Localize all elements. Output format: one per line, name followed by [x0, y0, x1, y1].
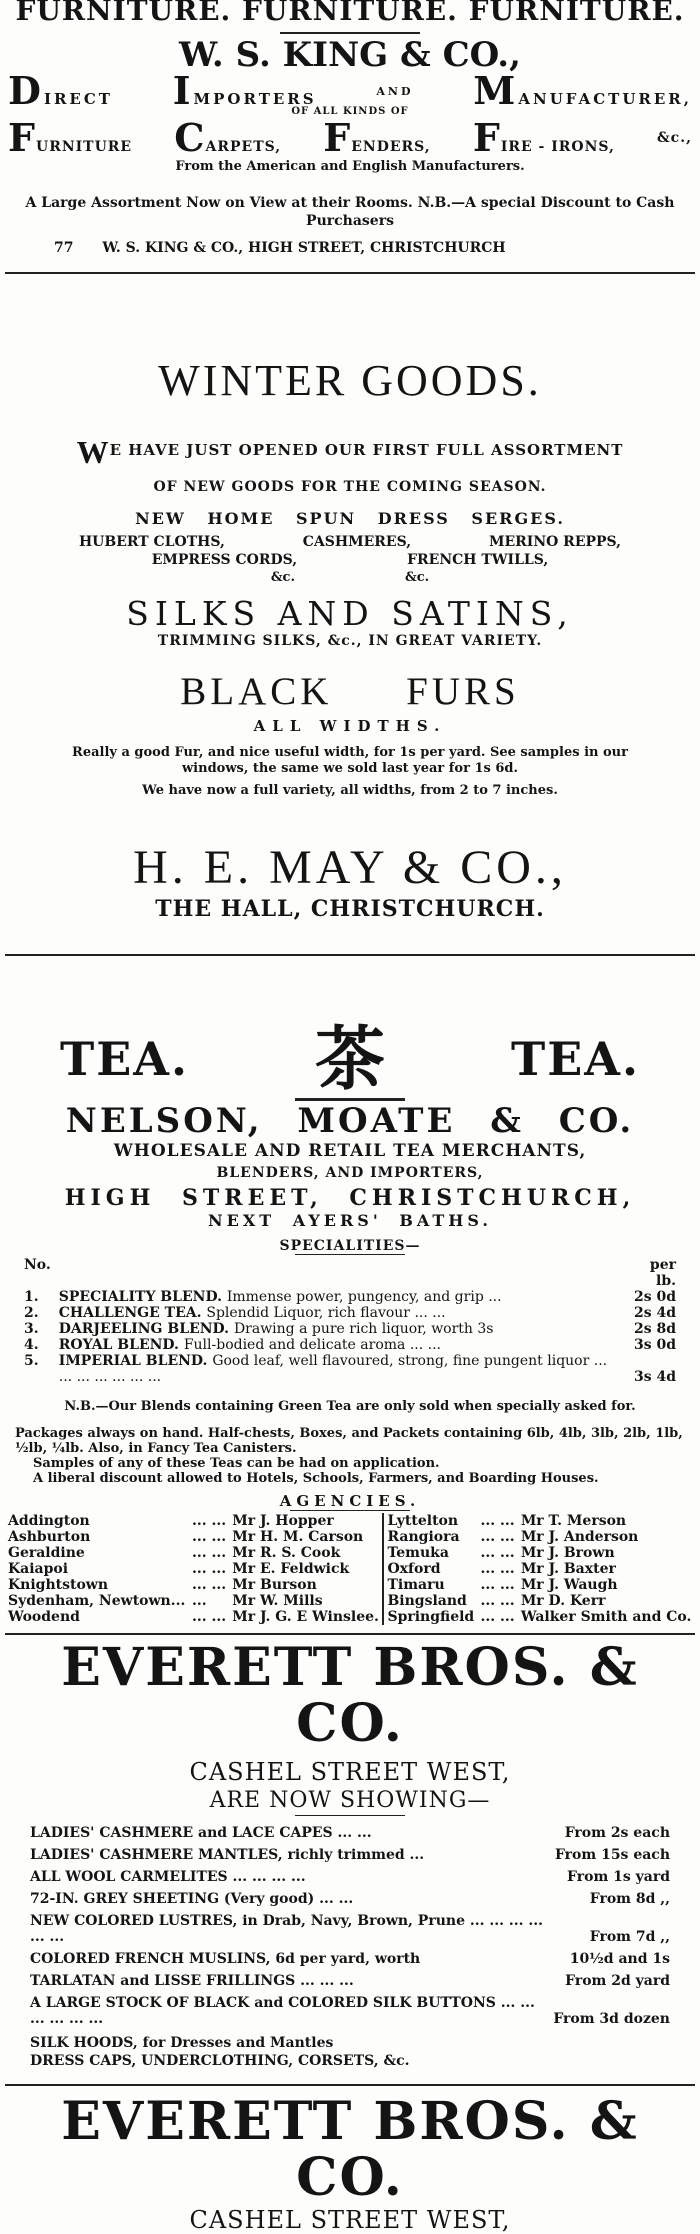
item-price: From 2d yard	[565, 1973, 670, 1989]
etc-2: &c.	[405, 570, 430, 585]
agency-place: Lyttelton	[383, 1513, 477, 1529]
winter-title: WINTER GOODS.	[158, 356, 542, 405]
tea-header	[0, 1017, 700, 1100]
agency-place: Woodend	[8, 1609, 80, 1625]
silk-hoods: SILK HOODS, for Dresses and Mantles	[30, 2035, 334, 2051]
king-line-furniture	[0, 115, 700, 160]
item-name: IMPERIAL BLEND.	[58, 1353, 208, 1369]
king-assortment: A Large Assortment Now on View at their Rooms. N.B.—A special Discount to Cash Purchasers	[25, 195, 675, 229]
goods-row-1	[0, 534, 700, 550]
agency-place: Bingsland	[383, 1593, 477, 1609]
agency-place: Springfield	[383, 1609, 477, 1625]
table-row	[30, 1992, 670, 2030]
table-row: Knightstown ... ... Mr Burson Timaru ... ... Mr J. Waugh	[5, 1577, 695, 1593]
agency-agent: Walker Smith and Co.	[520, 1609, 692, 1625]
french-twills: FRENCH TWILLS,	[407, 552, 549, 568]
goods-row-3	[0, 570, 700, 585]
everett-showing: ARE NOW SHOWING—	[209, 1788, 491, 1813]
tea-packages: Packages always on hand. Half-chests, Boxes, and Packets containing 6lb, 4lb, 3lb, 2lb, 1lb, ½lb, ¼lb. Also, in Fancy Tea Canisters.	[15, 1426, 683, 1456]
word-carpets: CARPETS,	[174, 115, 282, 160]
table-row: Woodend ... ... Mr J. G. E Winslee. Springfield ... ... Walker Smith and Co.	[5, 1609, 695, 1625]
item-name: COLORED FRENCH MUSLINS, 6d per yard, worth	[30, 1951, 421, 1967]
tea-street: HIGH STREET, CHRISTCHURCH,	[64, 1185, 636, 1211]
item-price: From 15s each	[554, 1847, 670, 1863]
intro-line-1: E HAVE JUST OPENED OUR FIRST FULL ASSORTMENT	[109, 441, 624, 459]
everett-street: CASHEL STREET WEST,	[189, 1758, 511, 1786]
intro-line-2: OF NEW GOODS FOR THE COMING SEASON.	[153, 479, 547, 495]
word-importers: IMPORTERS	[172, 68, 317, 113]
merino-repps: MERINO REPPS,	[488, 534, 622, 550]
agency-agent: Mr T. Merson	[520, 1513, 627, 1529]
table-row: Addington ... ... Mr J. Hopper Lyttelton ... ... Mr T. Merson	[5, 1513, 695, 1529]
tea-specialities-table	[20, 1257, 680, 1385]
table-row: Geraldine ... ... Mr R. S. Cook Temuka ... ... Mr J. Brown	[5, 1545, 695, 1561]
section-divider	[5, 1633, 695, 1635]
table-row	[30, 1844, 670, 1866]
table-row	[30, 1866, 670, 1888]
item-price: From 7d ,,	[589, 1929, 670, 1945]
word-fenders: FENDERS,	[323, 115, 431, 160]
agency-agent: Mr J. G. E Winslee.	[232, 1609, 379, 1625]
item-desc: Drawing a pure rich liquor, worth 3s	[233, 1321, 494, 1337]
item-desc: Splendid Liquor, rich flavour ... ...	[206, 1305, 446, 1321]
agency-agent: Mr J. Baxter	[520, 1561, 616, 1577]
item-price: From 3d dozen	[553, 2011, 670, 2027]
table-row	[30, 1910, 670, 1948]
item-name: NEW COLORED LUSTRES, in Drab, Navy, Brown, Prune ... ... ... ... ... ...	[30, 1913, 543, 1945]
agency-agent: Mr R. S. Cook	[232, 1545, 341, 1561]
agency-agent: Mr Burson	[232, 1577, 317, 1593]
agency-agent: Mr J. Waugh	[520, 1577, 618, 1593]
tea-sub-2: BLENDERS, AND IMPORTERS,	[216, 1165, 484, 1181]
tea-right: TEA.	[511, 1032, 640, 1086]
section-divider	[5, 954, 695, 956]
item-name: A LARGE STOCK OF BLACK and COLORED SILK BUTTONS ... ... ... ... ... ...	[30, 1995, 535, 2027]
item-no: 3.	[24, 1321, 39, 1337]
item-price: 2s 0d	[633, 1289, 676, 1305]
silks-satins: SILKS AND SATINS,	[126, 594, 574, 633]
specialities-heading: SPECIALITIES—	[279, 1238, 421, 1254]
empress-cords: EMPRESS CORDS,	[151, 552, 298, 568]
tea-baths: NEXT AYERS' BATHS.	[208, 1211, 492, 1230]
agency-place: Ashburton	[8, 1529, 91, 1545]
item-price: From 2s each	[564, 1825, 670, 1841]
agency-place: Temuka	[383, 1545, 477, 1561]
fur-text-1: Really a good Fur, and nice useful width, for 1s per yard. See samples in our windows, the same we sold last year for 1s 6d.	[72, 745, 628, 776]
col-no: No.	[24, 1257, 51, 1273]
table-row	[20, 1321, 680, 1337]
item-name: 72-IN. GREY SHEETING (Very good) ... ...	[30, 1891, 354, 1907]
item-name: SPECIALITY BLEND.	[58, 1289, 222, 1305]
tea-samples: Samples of any of these Teas can be had on application.	[33, 1456, 440, 1471]
king-address-number: 77	[54, 240, 74, 256]
table-row	[30, 1948, 670, 1970]
tea-left: TEA.	[60, 1032, 189, 1086]
king-firm-name: W. S. KING & CO.,	[179, 35, 521, 75]
agency-agent: Mr H. M. Carson	[232, 1529, 364, 1545]
the-hall: THE HALL, CHRISTCHURCH.	[155, 896, 545, 922]
item-no: 2.	[24, 1305, 39, 1321]
table-row	[20, 1305, 680, 1321]
everett-extras	[30, 2034, 670, 2070]
item-desc-cell	[55, 1289, 623, 1305]
table-row	[20, 1289, 680, 1305]
item-desc: Good leaf, well flavoured, strong, fine pungent liquor ... ... ... ... ... ... ...	[58, 1353, 608, 1385]
tea-nb: N.B.—Our Blends containing Green Tea are only sold when specially asked for.	[64, 1399, 636, 1414]
item-price: From 8d ,,	[589, 1891, 670, 1907]
agency-place: Oxford	[383, 1561, 477, 1577]
everett-title-2: EVERETT BROS. & CO.	[61, 2091, 639, 2208]
item-desc: Immense power, pungency, and grip ...	[226, 1289, 502, 1305]
table-header-row	[20, 1257, 680, 1289]
item-desc: Full-bodied and delicate aroma ... ...	[183, 1337, 441, 1353]
item-name: CHALLENGE TEA.	[58, 1305, 202, 1321]
agency-place: Knightstown	[8, 1577, 109, 1593]
divider	[295, 1815, 405, 1816]
everett-items-table	[30, 1822, 670, 2030]
fur-text-2: We have now a full variety, all widths, from 2 to 7 inches.	[142, 783, 558, 798]
item-name: ALL WOOL CARMELITES ... ... ... ...	[30, 1869, 306, 1885]
item-desc-cell	[55, 1321, 623, 1337]
dress-caps: DRESS CAPS, UNDERCLOTHING, CORSETS, &c.	[30, 2053, 410, 2069]
tea-notes	[15, 1426, 685, 1486]
empty-header	[55, 1257, 623, 1289]
king-advert	[0, 0, 700, 318]
table-row: Sydenham, Newtown... ... Mr W. Mills Bingsland ... ... Mr D. Kerr	[5, 1593, 695, 1609]
table-row: Ashburton ... ... Mr H. M. Carson Rangiora ... ... Mr J. Anderson	[5, 1529, 695, 1545]
agency-agent: Mr J. Hopper	[232, 1513, 334, 1529]
all-kinds: OF ALL KINDS OF	[291, 106, 409, 117]
item-price: 3s 0d	[633, 1337, 676, 1353]
agencies-heading: AGENCIES.	[279, 1492, 421, 1510]
table-row	[30, 1970, 670, 1992]
trimming-silks: TRIMMING SILKS, &c., IN GREAT VARIETY.	[157, 633, 543, 649]
item-name: ROYAL BLEND.	[58, 1337, 179, 1353]
winter-goods-advert	[0, 330, 700, 992]
agency-agent: Mr J. Anderson	[520, 1529, 639, 1545]
tea-sub-1: WHOLESALE AND RETAIL TEA MERCHANTS,	[113, 1141, 587, 1161]
divider	[280, 32, 420, 34]
item-desc-cell	[55, 1305, 623, 1321]
word-manufacturer: MANUFACTURER,	[473, 68, 692, 113]
tea-chinese-glyph-icon: 茶	[315, 1017, 385, 1100]
divider	[290, 1510, 410, 1511]
table-row	[20, 1353, 680, 1385]
agency-place: Geraldine	[8, 1545, 85, 1561]
word-direct: DIRECT	[8, 68, 113, 113]
tea-advert	[0, 998, 700, 1628]
cashmeres: CASHMERES,	[302, 534, 412, 550]
table-row	[30, 1822, 670, 1844]
item-price: From 1s yard	[567, 1869, 670, 1885]
everett-street-2: CASHEL STREET WEST,	[189, 2206, 511, 2234]
nelson-firm-name: NELSON, MOATE & CO.	[65, 1101, 635, 1141]
col-price: per lb.	[649, 1257, 676, 1289]
black-furs: BLACK FURS	[180, 670, 520, 713]
agency-place: Rangiora	[383, 1529, 477, 1545]
king-address-line	[0, 240, 700, 256]
word-and: AND	[376, 84, 414, 98]
item-price: 2s 8d	[633, 1321, 676, 1337]
everett-advert	[0, 1637, 700, 2234]
table-row	[20, 1337, 680, 1353]
all-widths: ALL WIDTHS.	[253, 717, 447, 735]
tea-discount: A liberal discount allowed to Hotels, Schools, Farmers, and Boarding Houses.	[33, 1471, 599, 1486]
agency-agent: Mr E. Feldwick	[232, 1561, 350, 1577]
item-no: 5.	[24, 1353, 39, 1369]
agency-place: Addington	[8, 1513, 90, 1529]
item-price: 3s 4d	[633, 1369, 676, 1385]
goods-row-2	[0, 552, 700, 568]
word-furniture: FURNITURE	[8, 115, 133, 160]
hubert-cloths: HUBERT CLOTHS,	[78, 534, 225, 550]
winter-intro	[0, 434, 700, 471]
divider	[295, 1254, 405, 1255]
dropcap-w: W	[76, 434, 110, 470]
table-row: Kaiapoi ... ... Mr E. Feldwick Oxford ... ... Mr J. Baxter	[5, 1561, 695, 1577]
item-no: 1.	[24, 1289, 39, 1305]
item-name: LADIES' CASHMERE MANTLES, richly trimmed ...	[30, 1847, 425, 1863]
agency-place: Kaiapoi	[8, 1561, 69, 1577]
serges-line: NEW HOME SPUN DRESS SERGES.	[135, 509, 565, 528]
table-row	[30, 1888, 670, 1910]
item-name: LADIES' CASHMERE and LACE CAPES ... ...	[30, 1825, 372, 1841]
item-price: 2s 4d	[633, 1305, 676, 1321]
etc-1: &c.	[270, 570, 295, 585]
agency-place: Sydenham, Newtown...	[8, 1593, 186, 1609]
item-desc-cell	[55, 1337, 623, 1353]
word-etc: &c.,	[657, 130, 692, 146]
king-from: From the American and English Manufacturers.	[175, 159, 525, 174]
agency-agent: Mr J. Brown	[520, 1545, 615, 1561]
king-address: W. S. KING & CO., HIGH STREET, CHRISTCHURCH	[102, 240, 506, 256]
everett-title: EVERETT BROS. & CO.	[61, 1637, 639, 1754]
item-name: DARJEELING BLEND.	[58, 1321, 230, 1337]
agency-place: Timaru	[383, 1577, 477, 1593]
agency-agent: Mr D. Kerr	[520, 1593, 606, 1609]
item-name: TARLATAN and LISSE FRILLINGS ... ... ...	[30, 1973, 354, 1989]
item-desc-cell	[55, 1353, 623, 1385]
furniture-banner: FURNITURE. FURNITURE. FURNITURE.	[15, 0, 685, 27]
section-divider	[5, 272, 695, 274]
agency-agent: Mr W. Mills	[232, 1593, 323, 1609]
agencies-table	[5, 1513, 695, 1625]
item-no: 4.	[24, 1337, 39, 1353]
may-firm-name: H. E. MAY & CO.,	[133, 841, 567, 894]
section-divider	[5, 2084, 695, 2086]
item-price: 10½d and 1s	[569, 1951, 670, 1967]
word-fire-irons: FIRE - IRONS,	[472, 115, 615, 160]
